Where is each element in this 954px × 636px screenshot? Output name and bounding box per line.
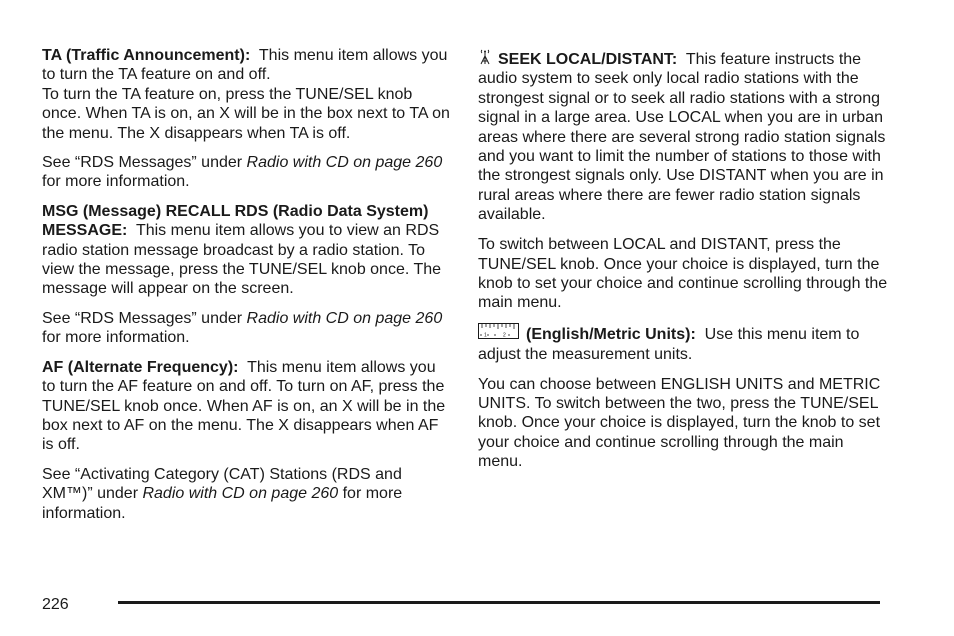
msg-body: This menu item allows you to view an RDS radio station message broadcast by a radio station. To view the message, press the TUNE/SEL knob once. The message will appear on the screen.	[42, 222, 442, 298]
see-rds-messages-2	[42, 309, 450, 348]
page-reference: Radio with CD on page 260	[246, 154, 443, 172]
ruler-mark: 1	[484, 332, 487, 339]
seek-heading: SEEK LOCAL/DISTANT:	[498, 51, 678, 68]
ta-section	[42, 46, 450, 85]
page-reference: Radio with CD on page 260	[246, 309, 443, 327]
left-column	[42, 46, 450, 533]
switch-local-text: To switch between LOCAL and DISTANT, press the TUNE/SEL knob. Once your choice is displayed, turn the knob to set your choice and continue scrolling through the main menu.	[478, 236, 888, 312]
msg-section	[42, 202, 450, 299]
switch-local-distant	[478, 235, 888, 313]
see-rds-messages-1	[42, 153, 450, 192]
antenna-icon	[478, 49, 492, 65]
see-text-end: for more information.	[42, 485, 403, 522]
units-section	[478, 323, 888, 364]
af-section	[42, 358, 450, 455]
ta-instructions	[42, 85, 450, 143]
see-text-end: for more information.	[42, 173, 190, 191]
units-body: Use this menu item to adjust the measurement units.	[478, 326, 860, 363]
see-text-end: for more information.	[42, 329, 190, 347]
ruler-icon	[478, 323, 520, 340]
page-reference: Radio with CD on page 260	[142, 485, 339, 503]
see-cat-stations	[42, 465, 450, 523]
ruler-mark: 2	[503, 332, 506, 339]
see-text: See “RDS Messages” under	[42, 309, 247, 327]
ta-heading: TA (Traffic Announcement):	[42, 47, 251, 64]
ta-body-1: This menu item allows you to turn the TA feature on and off.	[42, 47, 448, 84]
msg-heading: MSG (Message) RECALL RDS (Radio Data System) MESSAGE:	[42, 202, 429, 240]
see-text: See “RDS Messages” under	[42, 154, 247, 172]
units-heading: (English/Metric Units):	[526, 326, 696, 344]
seek-body: This feature instructs the audio system to seek only local radio stations with the strongest signal or to seek all radio stations with a strong signal in a large area. Use LOCAL when you are in urban areas where there are several strong radio station signals and you want to limit the number of stations to those with the strongest signals only. Use DISTANT when you are in rural areas where there are fewer radio station signals available.	[478, 51, 886, 224]
see-text: See “Activating Category (CAT) Stations (RDS and XM™)” under	[42, 465, 402, 503]
footer-rule	[118, 601, 880, 604]
page-number: 226	[42, 596, 69, 613]
af-body: This menu item allows you to turn the AF feature on and off. To turn on AF, press the TUNE/SEL knob once. When AF is on, an X will be in the box next to AF on the menu. The X disappears when AF is off.	[42, 358, 446, 454]
af-heading: AF (Alternate Frequency):	[42, 358, 239, 376]
ta-body-2: To turn the TA feature on, press the TUNE/SEL knob once. When TA is on, an X will be in the box next to TA on the menu. The X disappears when TA is off.	[42, 85, 450, 142]
units-choice-text: You can choose between ENGLISH UNITS and METRIC UNITS. To switch between the two, press the TUNE/SEL knob. Once your choice is displayed, turn the knob to set your choice and continue scrolling through the main menu.	[478, 375, 881, 471]
right-column	[478, 49, 888, 482]
seek-section	[478, 49, 888, 225]
units-choice	[478, 375, 888, 472]
